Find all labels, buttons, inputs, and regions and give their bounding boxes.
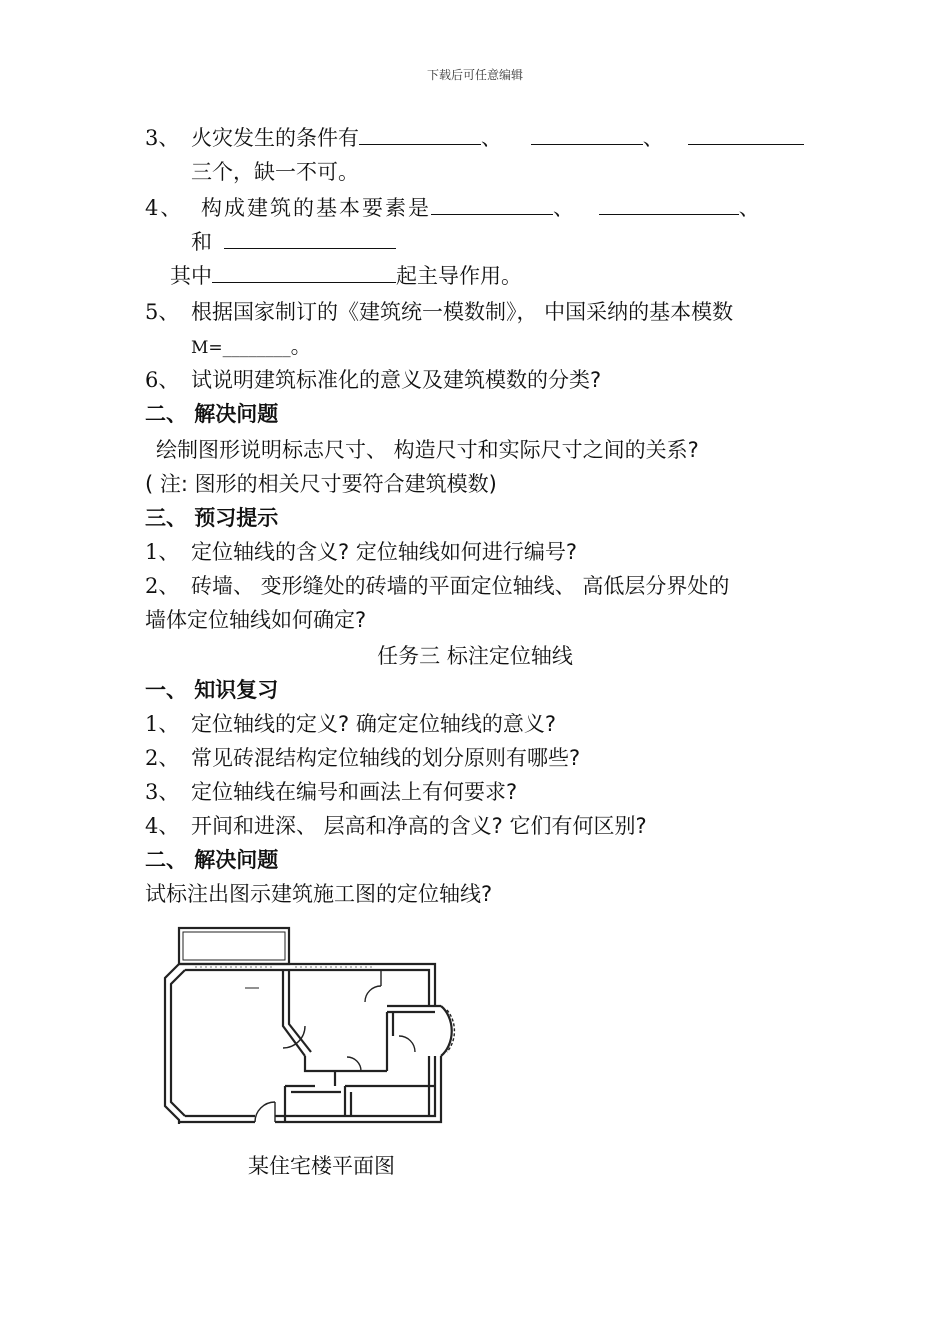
floor-plan-drawing bbox=[155, 926, 475, 1146]
question-4 bbox=[145, 194, 762, 222]
item-number: 4、 bbox=[145, 814, 180, 838]
item-number: 2、 bbox=[145, 574, 180, 598]
review-item-1 bbox=[145, 710, 556, 738]
section-text: 试标注出图示建筑施工图的定位轴线? bbox=[145, 882, 493, 906]
item-text: 定位轴线在编号和画法上有何要求? bbox=[191, 780, 518, 804]
item-number: 1、 bbox=[145, 540, 180, 564]
item-text: 定位轴线的定义? 确定定位轴线的意义? bbox=[191, 712, 556, 736]
question-number: 5、 bbox=[145, 300, 180, 324]
question-4-leading bbox=[170, 262, 522, 290]
item-text: 开间和进深、 层高和净高的含义? 它们有何区别? bbox=[191, 814, 647, 838]
blank bbox=[431, 196, 553, 215]
question-5-modulus bbox=[191, 332, 312, 362]
figure-caption: 某住宅楼平面图 bbox=[248, 1154, 395, 1178]
modulus-label: M= bbox=[191, 338, 223, 358]
leading-label: 其中 bbox=[170, 264, 212, 288]
item-number: 2、 bbox=[145, 746, 180, 770]
item-text: 砖墙、 变形缝处的砖墙的平面定位轴线、 高低层分界处的 bbox=[191, 574, 730, 598]
section-title: 二、 解决问题 bbox=[145, 402, 279, 426]
question-text: 试说明建筑标准化的意义及建筑模数的分类? bbox=[191, 368, 602, 392]
item-number: 3、 bbox=[145, 780, 180, 804]
question-number: 6、 bbox=[145, 368, 180, 392]
review-item-2 bbox=[145, 744, 580, 772]
question-text: 根据国家制订的《建筑统一模数制》， 中国采纳的基本模数 bbox=[191, 300, 734, 324]
blank bbox=[599, 196, 739, 215]
question-6 bbox=[145, 366, 601, 394]
separator: 、 bbox=[738, 196, 762, 220]
separator: 、 bbox=[481, 126, 502, 150]
question-4-and bbox=[191, 228, 396, 256]
separator: 、 bbox=[553, 196, 576, 220]
period: 。 bbox=[290, 334, 312, 358]
page-header: 下载后可任意编辑 bbox=[426, 68, 523, 82]
review-item-4 bbox=[145, 812, 647, 840]
blank: ________ bbox=[222, 338, 291, 358]
preview-item-1 bbox=[145, 538, 577, 566]
section-title: 三、 预习提示 bbox=[145, 506, 279, 530]
section-text: 绘制图形说明标志尺寸、 构造尺寸和实际尺寸之间的关系? bbox=[156, 438, 699, 462]
blank bbox=[212, 264, 396, 283]
question-3-continued: 三个，缺一不可。 bbox=[191, 160, 359, 184]
item-text: 定位轴线的含义? 定位轴线如何进行编号? bbox=[191, 540, 577, 564]
section-note: ( 注: 图形的相关尺寸要符合建筑模数) bbox=[145, 472, 497, 496]
blank bbox=[224, 230, 396, 249]
preview-item-2-continued: 墙体定位轴线如何确定? bbox=[145, 608, 367, 632]
separator: 、 bbox=[642, 126, 664, 150]
question-number: 3、 bbox=[145, 126, 180, 150]
item-number: 1、 bbox=[145, 712, 180, 736]
blank bbox=[688, 126, 804, 145]
section-title: 一、 知识复习 bbox=[145, 678, 279, 702]
question-3 bbox=[145, 124, 804, 152]
review-item-3 bbox=[145, 778, 517, 806]
preview-item-2 bbox=[145, 572, 729, 600]
leading-end: 起主导作用。 bbox=[396, 264, 522, 288]
blank bbox=[531, 126, 643, 145]
section-title: 二、 解决问题 bbox=[145, 848, 279, 872]
question-text: 火灾发生的条件有 bbox=[191, 126, 359, 150]
question-5 bbox=[145, 298, 733, 326]
item-text: 常见砖混结构定位轴线的划分原则有哪些? bbox=[191, 746, 581, 770]
question-text: 构成建筑的基本要素是 bbox=[201, 196, 431, 220]
question-number: 4、 bbox=[145, 196, 184, 220]
and-label: 和 bbox=[191, 230, 212, 254]
blank bbox=[359, 126, 481, 145]
task-title: 任务三 标注定位轴线 bbox=[377, 644, 573, 668]
